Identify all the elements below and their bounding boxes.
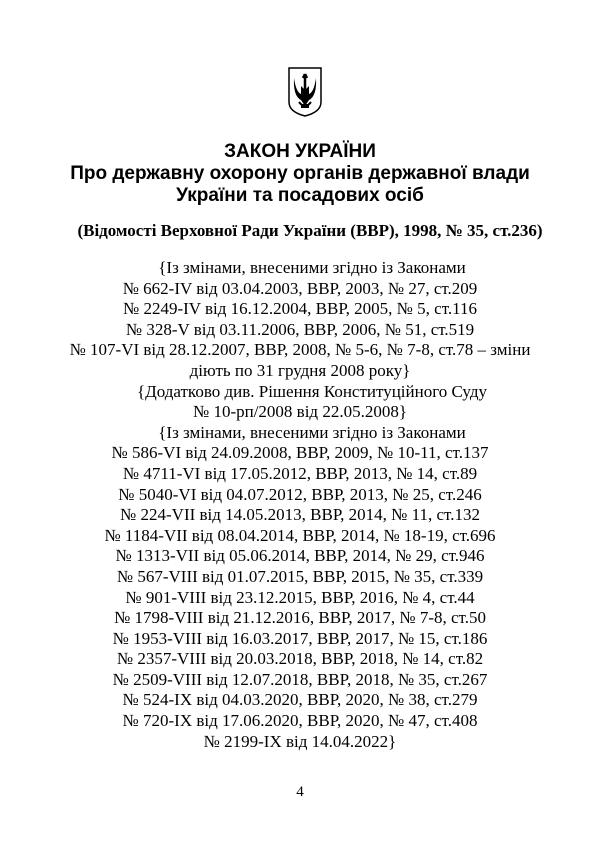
amendment-line: № 2357-VIII від 20.03.2018, ВВР, 2018, № 14, ст.82 xyxy=(116,649,484,669)
amendment-line: № 524-IX від 04.03.2020, ВВР, 2020, № 38, ст.279 xyxy=(122,690,478,710)
amendment-line: № 720-IX від 17.06.2020, ВВР, 2020, № 47, ст.408 xyxy=(122,711,478,731)
law-subtitle-line-2: України та посадових осіб xyxy=(176,185,424,206)
trident-coat-of-arms-icon xyxy=(287,66,323,118)
amendment-line: № 1953-VIII від 16.03.2017, ВВР, 2017, № 15, ст.186 xyxy=(112,628,488,648)
amendments-list xyxy=(0,258,600,752)
amendment-line: № 107-VI від 28.12.2007, ВВР, 2008, № 5-6, № 7-8, ст.78 – зміни xyxy=(69,340,531,360)
amendment-line: № 901-VIII від 23.12.2015, ВВР, 2016, № 4, ст.44 xyxy=(125,587,475,607)
amendment-line: № 2509-VIII від 12.07.2018, ВВР, 2018, № 35, ст.267 xyxy=(112,669,488,689)
amendments-intro-1: {Із змінами, внесеними згідно із Законами xyxy=(158,258,466,277)
page-number: 4 xyxy=(296,784,304,800)
amendment-line: № 2249-IV від 16.12.2004, ВВР, 2005, № 5, ст.116 xyxy=(123,299,477,319)
amendment-line: № 662-IV від 03.04.2003, ВВР, 2003, № 27, ст.209 xyxy=(122,278,478,298)
amendment-line: № 1798-VIII від 21.12.2016, ВВР, 2017, № 7-8, ст.50 xyxy=(114,608,486,628)
law-subtitle-line-1: Про державну охорону органів державної влади xyxy=(70,163,530,184)
constitutional-court-ref: № 10-рп/2008 від 22.05.2008} xyxy=(192,402,407,422)
amendment-line: № 2199-IX від 14.04.2022} xyxy=(203,731,397,751)
law-title: ЗАКОН УКРАЇНИ xyxy=(224,141,376,162)
amendment-line: № 586-VI від 24.09.2008, ВВР, 2009, № 10-11, ст.137 xyxy=(111,443,489,463)
amendment-line: № 1184-VII від 08.04.2014, ВВР, 2014, № 18-19, ст.696 xyxy=(104,525,496,545)
amendment-line: № 1313-VII від 05.06.2014, ВВР, 2014, № 29, ст.946 xyxy=(115,546,485,566)
amendments-intro-2: {Із змінами, внесеними згідно із Законами xyxy=(158,422,466,442)
amendment-line: № 224-VII від 14.05.2013, ВВР, 2014, № 11, ст.132 xyxy=(120,505,480,525)
amendment-line: № 5040-VI від 04.07.2012, ВВР, 2013, № 25, ст.246 xyxy=(118,484,482,504)
amendment-line: № 4711-VI від 17.05.2012, ВВР, 2013, № 14, ст.89 xyxy=(122,463,478,483)
amendment-line: № 328-V від 03.11.2006, ВВР, 2006, № 51, ст.519 xyxy=(125,319,475,339)
amendment-line: діють по 31 грудня 2008 року} xyxy=(189,360,411,380)
publication-source: (Відомості Верховної Ради України (ВВР), 1998, № 35, ст.236) xyxy=(77,221,543,240)
amendment-line: № 567-VIII від 01.07.2015, ВВР, 2015, № 35, ст.339 xyxy=(116,566,484,586)
constitutional-court-note: {Додатково див. Рішення Конституційного Суду xyxy=(136,381,488,401)
